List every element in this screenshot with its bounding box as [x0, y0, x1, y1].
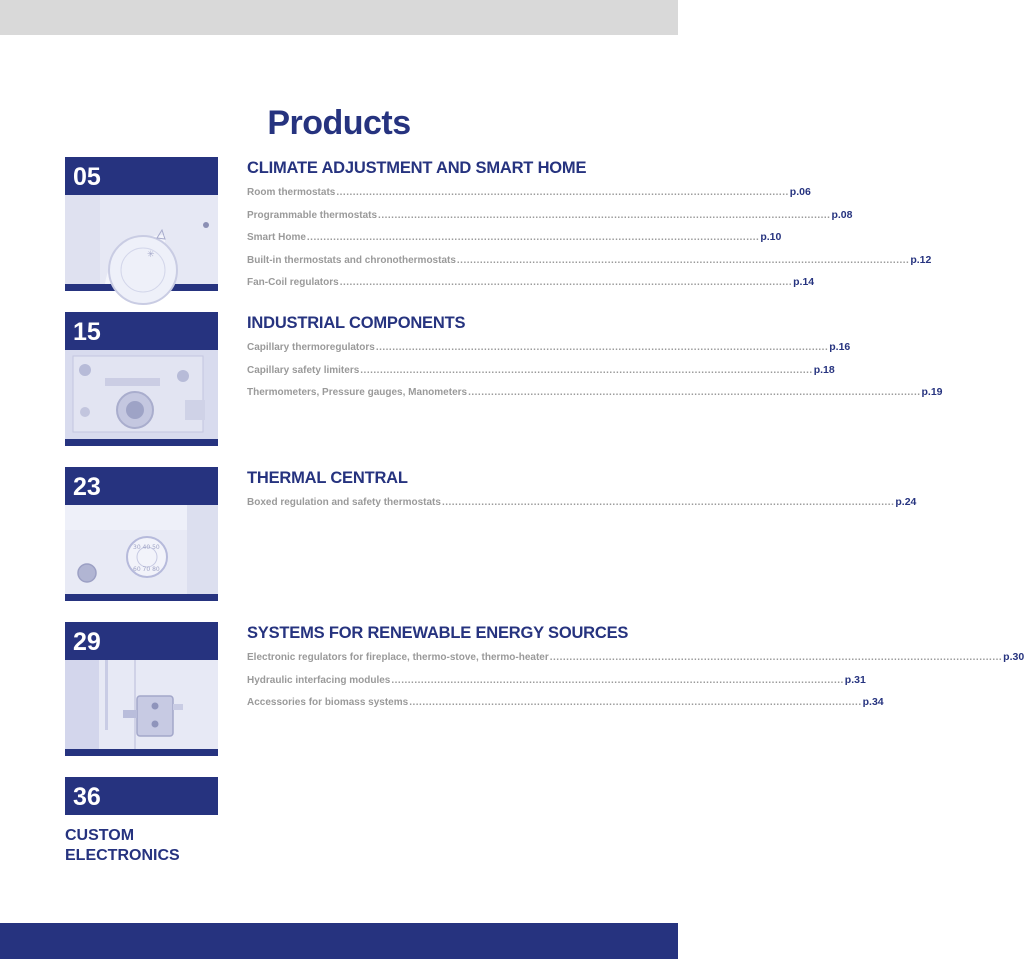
toc-entry-label: Thermometers, Pressure gauges, Manometers — [247, 387, 468, 398]
toc-entry[interactable] — [247, 651, 1024, 674]
leader-dots: .......................................................................................................................................... — [409, 697, 862, 708]
bottom-band — [0, 923, 678, 959]
section-heading: CLIMATE ADJUSTMENT AND SMART HOME — [247, 159, 587, 177]
toc-entry[interactable] — [247, 208, 853, 232]
toc-entry-page: p.18 — [813, 363, 835, 376]
custom-electronics-label — [65, 826, 225, 866]
toc-entry-page: p.24 — [895, 496, 917, 508]
toc-entry-page: p.08 — [831, 208, 853, 221]
leader-dots: .......................................................................................................................................... — [441, 497, 895, 508]
leader-dots: .......................................................................................................................................... — [336, 187, 789, 198]
toc-entry-page: p.34 — [862, 696, 884, 708]
leader-dots: .......................................................................................................................................... — [378, 209, 831, 221]
section-number: 05 — [65, 157, 218, 195]
toc-entry[interactable] — [247, 363, 835, 387]
leader-dots: .......................................................................................................................................... — [549, 652, 1003, 663]
leader-dots: .......................................................................................................................................... — [391, 674, 844, 686]
custom-label-line2: ELECTRONICS — [65, 847, 180, 864]
section-thumbnail-climate — [65, 157, 218, 291]
toc-entry[interactable] — [247, 231, 782, 254]
toc-entry[interactable] — [247, 696, 884, 719]
page-title: Products — [267, 104, 411, 142]
svg-text:30 40 50: 30 40 50 — [133, 544, 160, 551]
section-heading: SYSTEMS FOR RENEWABLE ENERGY SOURCES — [247, 624, 629, 642]
toc-entry-label: Built-in thermostats and chronothermostats — [247, 254, 456, 266]
section-renewable — [247, 624, 1024, 719]
toc-entry-label: Hydraulic interfacing modules — [247, 674, 391, 686]
toc-entry-page: p.10 — [760, 231, 782, 243]
section-number: 36 — [65, 777, 218, 815]
thumbnail-bar — [65, 439, 218, 446]
top-band — [0, 0, 678, 35]
toc-entry-page: p.16 — [829, 341, 851, 353]
section-thumbnail-industrial — [65, 312, 218, 446]
leader-dots: .......................................................................................................................................... — [375, 342, 829, 353]
toc-entry-page: p.30 — [1003, 651, 1024, 663]
leader-dots: .......................................................................................................................................... — [339, 277, 793, 288]
toc-entry[interactable] — [247, 386, 943, 409]
svg-text:✳: ✳ — [147, 250, 155, 260]
leader-dots: .......................................................................................................................................... — [456, 254, 910, 266]
toc-entry-label: Room thermostats — [247, 187, 336, 198]
section-number: 15 — [65, 312, 218, 350]
toc-entry-label: Accessories for biomass systems — [247, 697, 409, 708]
toc-entry-page: p.06 — [789, 186, 811, 198]
toc-entry-label: Fan-Coil regulators — [247, 277, 339, 288]
toc-entry-label: Capillary thermoregulators — [247, 342, 375, 353]
toc-entry[interactable] — [247, 253, 932, 277]
section-heading: THERMAL CENTRAL — [247, 469, 408, 487]
toc-entry-page: p.19 — [921, 386, 943, 398]
section-climate — [247, 159, 932, 299]
thumbnail-bar — [65, 749, 218, 756]
section-industrial — [247, 314, 943, 409]
toc-entry-page: p.14 — [793, 276, 815, 288]
toc-entry-label: Electronic regulators for fireplace, thermo-stove, thermo-heater — [247, 652, 549, 663]
toc-entry-label: Programmable thermostats — [247, 209, 378, 221]
toc-entry-label: Capillary safety limiters — [247, 364, 360, 376]
capillary-photo — [65, 350, 218, 439]
custom-label-line1: CUSTOM — [65, 827, 135, 844]
section-number: 23 — [65, 467, 218, 505]
leader-dots: .......................................................................................................................................... — [306, 232, 760, 243]
leader-dots: .......................................................................................................................................... — [360, 364, 813, 376]
section-thumbnail-renewable — [65, 622, 218, 756]
toc-entry[interactable] — [247, 341, 851, 364]
leader-dots: .......................................................................................................................................... — [468, 387, 921, 398]
thermostat-photo — [65, 195, 218, 284]
section-heading: INDUSTRIAL COMPONENTS — [247, 314, 466, 332]
toc-entry-page: p.12 — [910, 253, 932, 266]
section-thumbnail-custom — [65, 777, 218, 815]
toc-entry-label: Boxed regulation and safety thermostats — [247, 497, 441, 508]
toc-entry[interactable] — [247, 673, 866, 697]
boxed-thermostat-photo — [65, 505, 218, 594]
section-number: 29 — [65, 622, 218, 660]
svg-text:60 70 80: 60 70 80 — [133, 566, 160, 573]
toc-entry-page: p.31 — [844, 673, 866, 686]
toc-entry-label: Smart Home — [247, 232, 306, 243]
toc-entry[interactable] — [247, 496, 917, 519]
hydraulic-module-photo — [65, 660, 218, 749]
thumbnail-bar — [65, 594, 218, 601]
section-thumbnail-thermal — [65, 467, 218, 601]
section-thermal-central — [247, 469, 917, 519]
toc-entry[interactable] — [247, 276, 815, 299]
toc-entry[interactable] — [247, 186, 811, 209]
